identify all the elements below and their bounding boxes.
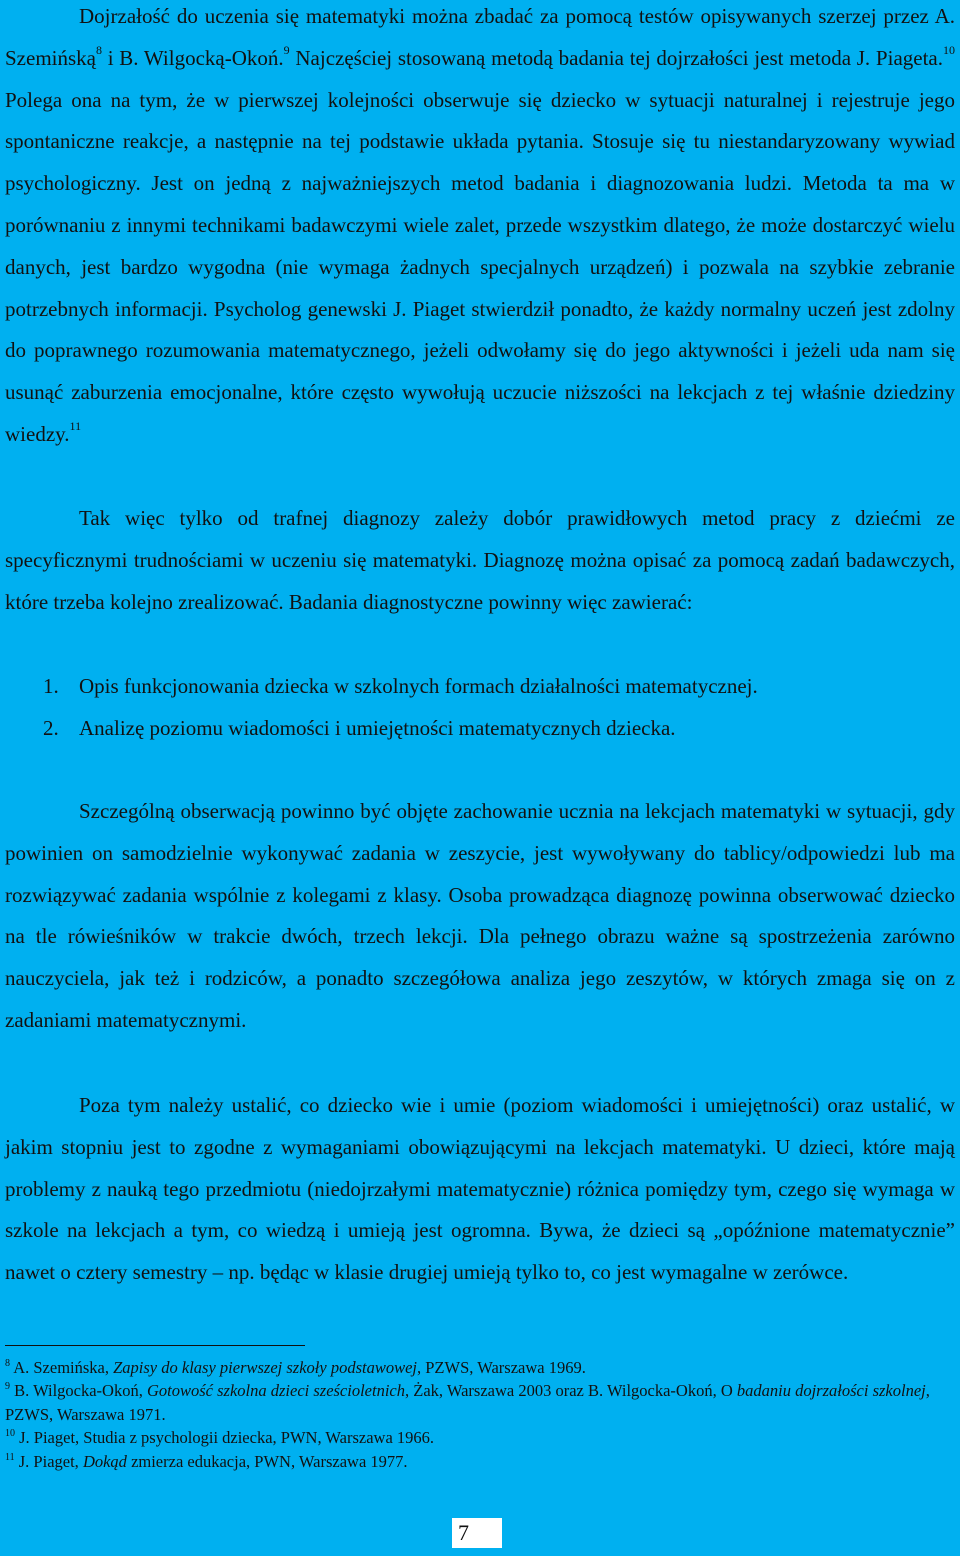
footnote-text: J. Piaget, xyxy=(14,1451,83,1471)
footnote xyxy=(5,1450,955,1473)
paragraph-text: Polega ona na tym, że w pierwszej kolejności obserwuje się dziecko w sytuacji naturalnej i rejestruje jego spontaniczne reakcje, a następnie na tej podstawie układa pytania. Stosuje się tu niestandaryzowany wywiad psychologiczny. Jest on jedną z najważniejszych metod badania i diagnozowania ludzi. Metoda ta ma w porównaniu z innymi technikami badawczymi wiele zalet, przede wszystkim dlatego, że może dostarczyć wielu danych, jest bardzo wygodna (nie wymaga żadnych specjalnych urządzeń) i pozwala na szybkie zebranie potrzebnych informacji. Psycholog genewski J. Piaget stwierdził ponadto, że każdy normalny uczeń jest zdolny do poprawnego rozumowania matematycznego, jeżeli odwołamy się do jego aktywności i jeżeli uda nam się usunąć zaburzenia emocjonalne, które często wywołują uczucie niższości na lekcjach z tej właśnie dziedziny wiedzy. xyxy=(5,87,955,446)
footnote-text: , Żak, Warszawa 2003 oraz B. Wilgocka-Okoń, O xyxy=(405,1381,737,1401)
footnote-mark: 11 xyxy=(5,1451,15,1463)
footnote-title: badaniu dojrzałości szkolnej xyxy=(736,1381,926,1401)
page-number: 7 xyxy=(452,1518,502,1548)
paragraph-text: i B. Wilgocką-Okoń. xyxy=(101,45,284,70)
list-item-text: Analizę poziomu wiadomości i umiejętności matematycznych dziecka. xyxy=(79,715,676,740)
footnote xyxy=(5,1356,955,1379)
footnote-mark: 10 xyxy=(5,1428,15,1440)
list-item-number: 2. xyxy=(43,715,59,740)
footnote-text: , PZWS, Warszawa 1969. xyxy=(417,1358,586,1377)
list-item-text: Opis funkcjonowania dziecka w szkolnych formach działalności matematycznej. xyxy=(79,674,758,698)
footnote-text: A. Szemińska, xyxy=(10,1358,114,1377)
list-item xyxy=(5,666,955,708)
paragraph-text: Poza tym należy ustalić, co dziecko wie i umie (poziom wiadomości i umiejętności) oraz ustalić, w jakim stopniu jest to zgodne z wymaganiami obowiązującymi na lekcjach matematyki. U dzieci, które mają problemy z nauką tego przedmiotu (niedojrzałymi matematycznie) różnica pomiędzy tym, czego się wymaga w szkole na lekcjach a tym, co wiedzą i umieją jest ogromna. Bywa, że dzieci są „opóźnione matematycznie” nawet o cztery semestry – np. będąc w klasie drugiej umieją tylko to, co jest wymagalne w zerówce. xyxy=(5,1093,955,1285)
footnote-text: J. Piaget, Studia z psychologii dziecka, PWN, Warszawa 1966. xyxy=(15,1428,435,1448)
footnote-reference: 9 xyxy=(283,42,290,57)
footnote-text: , PZWS, Warszawa 1971. xyxy=(5,1381,930,1424)
footnote xyxy=(5,1426,955,1449)
footnote xyxy=(5,1379,955,1426)
footnote-title: Gotowość szkolna dzieci sześcioletnich xyxy=(146,1381,405,1401)
footnote-title: Zapisy do klasy pierwszej szkoły podstawowej xyxy=(113,1358,417,1377)
paragraph-3 xyxy=(5,791,955,1042)
footnote-mark: 9 xyxy=(5,1381,10,1393)
numbered-list xyxy=(5,666,955,750)
footnote-mark: 8 xyxy=(5,1358,10,1369)
paragraph-text: Dojrzałość do uczenia się matematyki można zbadać za pomocą testów opisywanych szerzej przez A. Szemińską xyxy=(5,4,955,70)
footnote-reference: 10 xyxy=(943,42,955,57)
footnote-title: Dokąd xyxy=(82,1451,127,1471)
footnote-text: B. Wilgocka-Okoń, xyxy=(10,1381,147,1401)
footnotes xyxy=(5,1356,955,1473)
list-item-number: 1. xyxy=(43,674,59,698)
paragraph-2 xyxy=(5,498,955,623)
paragraph-text: Najczęściej stosowaną metodą badania tej dojrzałości jest metoda J. Piageta. xyxy=(289,45,943,70)
footnote-text: zmierza edukacja, PWN, Warszawa 1977. xyxy=(126,1451,408,1471)
footnote-reference: 11 xyxy=(69,418,82,433)
list-item xyxy=(5,708,955,750)
paragraph-text: Tak więc tylko od trafnej diagnozy zależy dobór prawidłowych metod pracy z dziećmi ze specyficznymi trudnościami w uczeniu się matematyki. Diagnozę można opisać za pomocą zadań badawczych, które trzeba kolejno zrealizować. Badania diagnostyczne powinny więc zawierać: xyxy=(5,506,955,614)
paragraph-text: Szczególną obserwacją powinno być objęte zachowanie ucznia na lekcjach matematyki w sytuacji, gdy powinien on samodzielnie wykonywać zadania w zeszycie, jest wywoływany do tablicy/odpowiedzi lub ma rozwiązywać zadania wspólnie z kolegami z klasy. Osoba prowadząca diagnozę powinna obserwować dziecko na tle rówieśników w trakcie dwóch, trzech lekcji. Dla pełnego obrazu ważne są spostrzeżenia zarówno nauczyciela, jak też i rodziców, a ponadto szczegółowa analiza jego zeszytów, w których zmaga się on z zadaniami matematycznymi. xyxy=(5,799,955,1032)
footnote-reference: 8 xyxy=(95,42,102,57)
paragraph-4 xyxy=(5,1085,955,1294)
footnote-separator xyxy=(5,1345,305,1346)
paragraph-1 xyxy=(5,0,955,456)
